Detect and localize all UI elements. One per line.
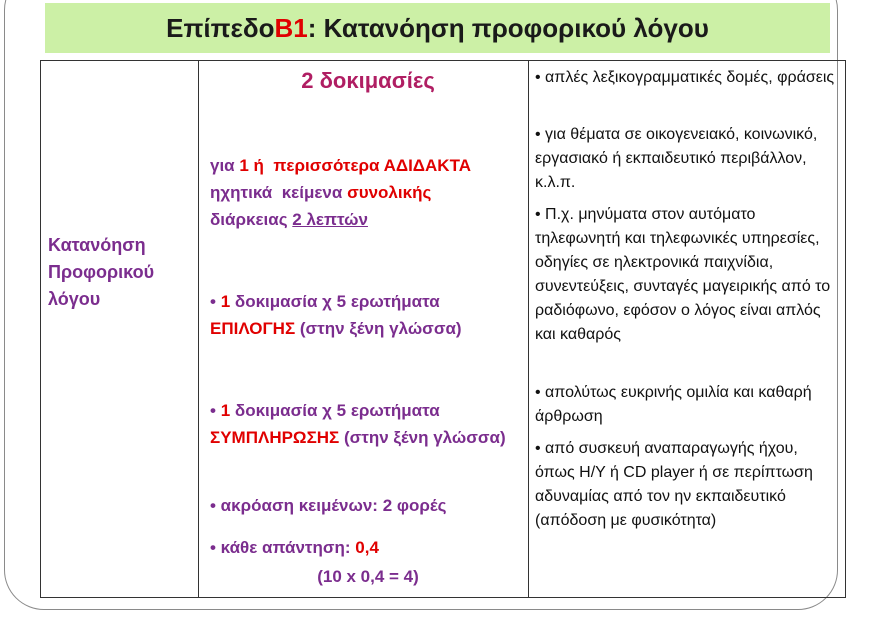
for-text-6: συνολικής (347, 183, 432, 202)
task-multiple-choice (210, 288, 530, 342)
task1-type: ΕΠΙΛΟΓΗΣ (210, 319, 296, 338)
title-level: Β1 (274, 12, 308, 43)
texts-description (210, 152, 530, 233)
slide-title (45, 3, 830, 53)
detail-item: • απολύτως ευκρινής ομιλία και καθαρή άρθρωση (535, 384, 812, 425)
answer-value: 0,4 (355, 538, 379, 557)
detail-item: • Π.χ. μηνύματα στον αυτόματο τηλεφωνητή και τηλεφωνικές υπηρεσίες, οδηγίες σε ηλεκτρονικά παιχνίδια, συνεντεύξεις, συνταγές μαγειρικής από το ραδιόφωνο, εφόσον ο λόγος είναι απλός και καθαρός (535, 206, 831, 343)
task-completion (210, 397, 530, 451)
task2-bullet: • (210, 401, 221, 420)
detail-item: • από συσκευή αναπαραγωγής ήχου, όπως Η/Υ ή CD player ή σε περίπτωση αδυναμίας από τον ην εκπαιδευτικό (απόδοση με φυσικότητα) (535, 440, 813, 529)
title-prefix: Επίπεδο (166, 12, 275, 43)
task1-num: 1 (220, 292, 231, 311)
task2-text: δοκιμασία χ 5 ερωτήματα (230, 401, 440, 420)
answer-score (210, 534, 530, 561)
table-right-border (845, 60, 846, 598)
skill-label-line3: λόγου (48, 289, 101, 309)
table-top-border (40, 60, 846, 61)
task1-bullet: • (210, 292, 221, 311)
score-formula: (10 x 0,4 = 4) (317, 567, 419, 586)
for-text-3: περισσότερα ΑΔΙΔΑΚΤΑ (273, 156, 471, 175)
skill-label-cell (48, 232, 198, 313)
table-divider-1 (198, 60, 199, 598)
listening-times: • ακρόαση κειμένων: 2 φορές (210, 496, 447, 515)
tasks-title: 2 δοκιμασίες (301, 68, 435, 93)
duration-value: 2 λεπτών (292, 210, 368, 229)
table-left-border (40, 60, 41, 598)
for-text-4: ηχητικά (210, 183, 273, 202)
answer-text: • κάθε απάντηση: (210, 538, 356, 557)
table-bottom-border (40, 597, 846, 598)
for-text-5: κείμενα (281, 183, 348, 202)
skill-label-line1: Κατανόηση (48, 235, 146, 255)
content-table (40, 60, 846, 598)
for-text-7: διάρκειας (210, 210, 293, 229)
task1-text: δοκιμασία χ 5 ερωτήματα (230, 292, 440, 311)
for-text-2: 1 ή (239, 156, 264, 175)
task2-lang: (στην ξένη γλώσσα) (339, 428, 506, 447)
detail-item: • για θέματα σε οικογενειακό, κοινωνικό, εργασιακό ή εκπαιδευτικό περιβάλλον, κ.λ.π. (535, 126, 818, 191)
detail-item: • απλές λεξικογραμματικές δομές, φράσεις (535, 69, 835, 86)
task2-type: ΣΥΜΠΛΗΡΩΣΗΣ (210, 428, 340, 447)
task2-num: 1 (220, 401, 231, 420)
skill-label-line2: Προφορικού (48, 262, 155, 282)
task1-lang: (στην ξένη γλώσσα) (295, 319, 462, 338)
for-text-1: για (210, 156, 240, 175)
title-suffix: : Κατανόηση προφορικού λόγου (307, 12, 709, 43)
